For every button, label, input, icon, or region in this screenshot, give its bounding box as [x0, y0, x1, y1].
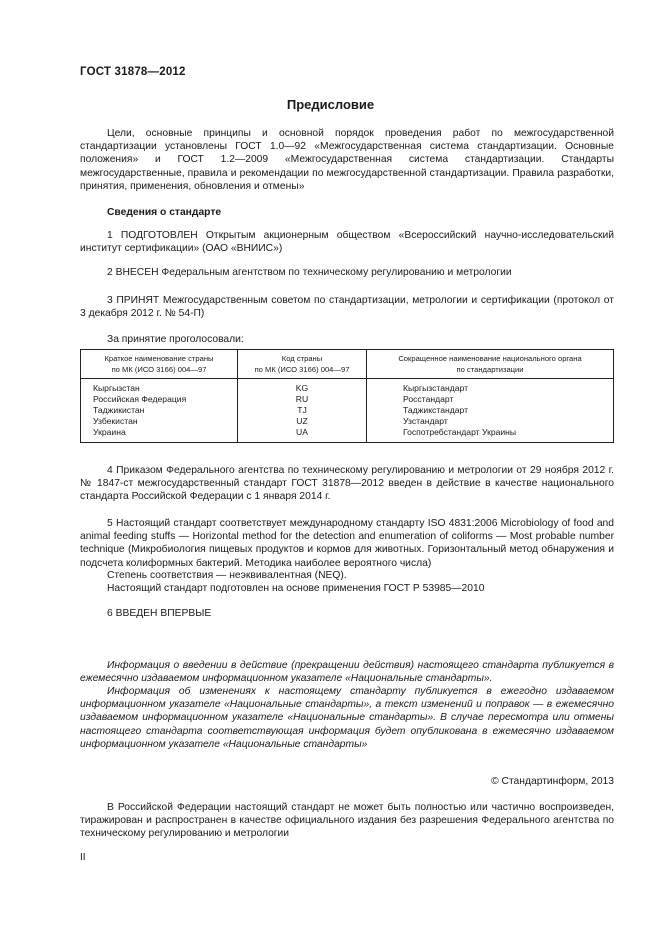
table-cell: TJ — [297, 405, 307, 415]
table-cell: Узбекистан — [93, 416, 138, 426]
table-cell: Кыргызстандарт — [403, 383, 469, 393]
item-1-prepared: 1 ПОДГОТОВЛЕН Открытым акционерным обществом «Всероссийский научно-исследовательский институт сертификации» (ОАО «ВНИИС») — [80, 230, 614, 255]
table-body — [81, 379, 614, 443]
country-name-column — [81, 379, 238, 443]
table-cell: Госпотребстандарт Украины — [403, 427, 517, 437]
table-cell: Таджикстандарт — [403, 405, 469, 415]
table-cell: RU — [295, 394, 309, 404]
table-cell: Украина — [93, 427, 126, 437]
header-national-body: Сокращенное наименование национального органа по стандартизации — [367, 350, 614, 379]
item-4-order: 4 Приказом Федерального агентства по техническому регулированию и метрологии от 29 ноября 2012 г. № 1847-ст межгосударственный стандарт ГОСТ 31878—2012 введен в действие в качестве национального стандарта Российской Федерации с 1 января 2014 г. — [80, 465, 614, 503]
legal-paragraph: В Российской Федерации настоящий стандарт не может быть полностью или частично воспроизведен, тиражирован и распространен в качестве официального издания без разрешения Федерального агентства по техническому регулированию и метрологии — [80, 802, 614, 840]
notice-paragraph-2: Информация об изменениях к настоящему стандарту публикуется в ежегодно издаваемом информационном указателе «Национальные стандарты», а текст изменений и поправок — в ежемесячно издаваемом информационном указателе «Национальные стандарты». В случае пересмотра или отмены настоящего стандарта соответствующая информация будет опубликована в ежемесячно издаваемом информационном указателе «Национальные стандарты» — [80, 686, 614, 750]
table-cell: Росстандарт — [403, 394, 454, 404]
table-cell: Таджикистан — [93, 405, 145, 415]
page-title: Предисловие — [286, 97, 375, 112]
table-cell: UA — [296, 427, 308, 437]
table-cell: KG — [295, 383, 309, 393]
header-country-name: Краткое наименование страны по МК (ИСО 3166) 004—97 — [81, 350, 238, 379]
item-5-degree: Степень соответствия — неэквивалентная (NEQ). — [107, 570, 347, 581]
item-3-adopted: 3 ПРИНЯТ Межгосударственным советом по стандартизации, метрологии и сертификации (протокол от 3 декабря 2012 г. № 54-П) — [80, 295, 614, 320]
voted-label: За принятие проголосовали: — [107, 334, 244, 345]
table-cell: UZ — [296, 416, 308, 426]
standard-header: ГОСТ 31878—2012 — [80, 66, 186, 78]
item-5-correspondence: 5 Настоящий стандарт соответствует международному стандарту ISO 4831:2006 Microbiology of food and animal feeding stuffs — Horizontal method for the detection and enumeration of coliforms — Most probable number technique (Микробиология пищевых продуктов и кормов для животных. Горизонтальный метод обнаружения и подсчета колиформных бактерий. Методика наиболее вероятного числа) — [80, 518, 614, 569]
notice-paragraph-1: Информация о введении в действие (прекращении действия) настоящего стандарта публикуется в ежемесячно издаваемом информационном указателе «Национальные стандарты». — [80, 660, 614, 685]
intro-paragraph: Цели, основные принципы и основной порядок проведения работ по межгосударственной стандартизации установлены ГОСТ 1.0—92 «Межгосударственная система стандартизации. Основные положения» и ГОСТ 1.2—2009 «Межгосударственная система стандартизации. Стандарты межгосударственные, правила и рекомендации по межгосударственной стандартизации. Правила разработки, принятия, применения, обновления и отмены» — [80, 128, 614, 192]
item-5-based-on: Настоящий стандарт подготовлен на основе применения ГОСТ Р 53985—2010 — [107, 583, 485, 594]
copyright: © Стандартинформ, 2013 — [491, 776, 614, 787]
info-heading: Сведения о стандарте — [107, 207, 222, 218]
voting-states-table — [80, 349, 614, 443]
country-code-column — [238, 379, 367, 443]
table-cell: Российская Федерация — [93, 394, 187, 404]
national-body-column — [367, 379, 614, 443]
header-country-code: Код страны по МК (ИСО 3166) 004—97 — [238, 350, 367, 379]
item-6-first-introduced: 6 ВВЕДЕН ВПЕРВЫЕ — [107, 608, 212, 619]
page-number: II — [80, 852, 86, 863]
table-cell: Узстандарт — [403, 416, 448, 426]
table-header-row — [81, 350, 614, 379]
table-cell: Кыргызстан — [93, 383, 140, 393]
item-2-introduced: 2 ВНЕСЕН Федеральным агентством по техническому регулированию и метрологии — [107, 267, 512, 278]
